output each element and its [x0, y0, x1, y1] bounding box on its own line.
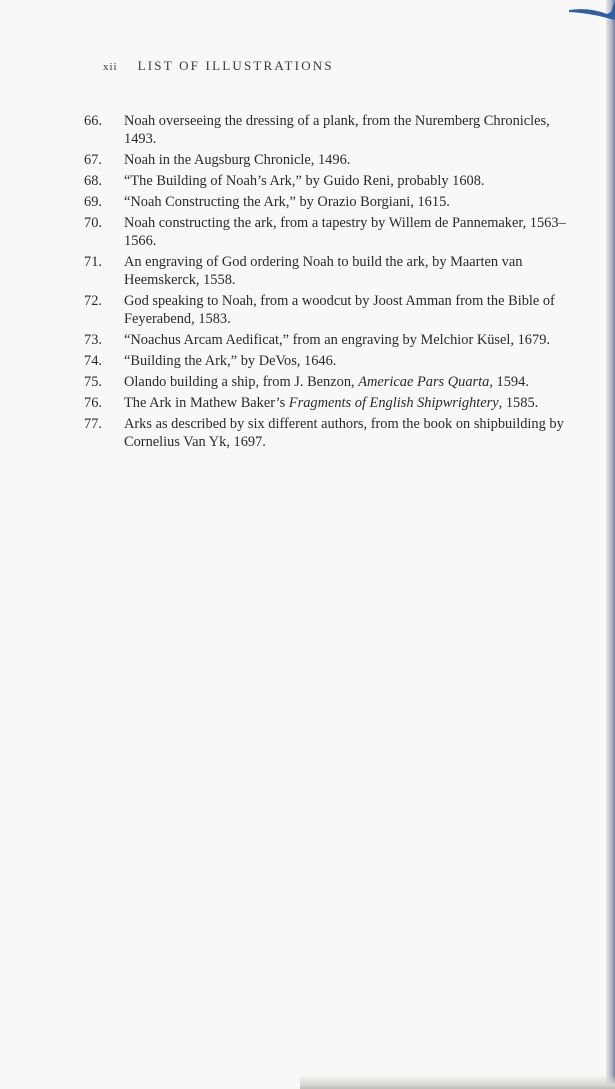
- entry-number: 72.: [84, 293, 102, 309]
- entry-text: Noah in the Augsburg Chronicle, 1496.: [124, 152, 351, 168]
- list-item: [84, 193, 584, 211]
- bookmark-ribbon: [563, 0, 615, 24]
- entry-number: 68.: [84, 173, 102, 189]
- entry-number: 73.: [84, 332, 102, 348]
- entry-text: Noah overseeing the dressing of a plank, from the Nuremberg Chronicles, 1493.: [124, 113, 550, 147]
- list-item: [84, 214, 584, 250]
- list-item: [84, 373, 584, 391]
- list-item: [84, 394, 584, 412]
- page-edge-bottom: [300, 1075, 615, 1089]
- list-item: [84, 352, 584, 370]
- entry-text: God speaking to Noah, from a woodcut by Joost Amman from the Bible of Feyerabend, 1583.: [124, 293, 555, 327]
- running-head: [103, 58, 334, 74]
- list-item: [84, 151, 584, 169]
- entry-number: 66.: [84, 113, 102, 129]
- illustration-list: [84, 112, 584, 454]
- entry-text: “The Building of Noah’s Ark,” by Guido Reni, probably 1608.: [124, 173, 485, 189]
- list-item: [84, 415, 584, 451]
- entry-text: The Ark in Mathew Baker’s Fragments of English Shipwrightery, 1585.: [124, 395, 539, 411]
- entry-number: 77.: [84, 416, 102, 432]
- list-item: [84, 292, 584, 328]
- entry-number: 74.: [84, 353, 102, 369]
- book-title: Fragments of English Shipwrightery: [288, 395, 499, 411]
- section-title: LIST OF ILLUSTRATIONS: [137, 58, 334, 73]
- list-item: [84, 172, 584, 190]
- entry-text: Arks as described by six different authors, from the book on shipbuilding by Cornelius Van Yk, 1697.: [124, 416, 564, 450]
- entry-text: “Noah Constructing the Ark,” by Orazio Borgiani, 1615.: [124, 194, 450, 210]
- page-number: xii: [103, 61, 118, 73]
- entry-number: 67.: [84, 152, 102, 168]
- page-edge-right: [606, 0, 615, 1089]
- entry-text: Olando building a ship, from J. Benzon, Americae Pars Quarta, 1594.: [124, 374, 529, 390]
- entry-text: “Building the Ark,” by DeVos, 1646.: [124, 353, 337, 369]
- entry-number: 71.: [84, 254, 102, 270]
- entry-number: 75.: [84, 374, 102, 390]
- entry-number: 69.: [84, 194, 102, 210]
- list-item: [84, 112, 584, 148]
- entry-number: 76.: [84, 395, 102, 411]
- entry-number: 70.: [84, 215, 102, 231]
- book-title: Americae Pars Quarta: [358, 374, 490, 390]
- entry-text: “Noachus Arcam Aedificat,” from an engraving by Melchior Küsel, 1679.: [124, 332, 550, 348]
- list-item: [84, 331, 584, 349]
- entry-text: Noah constructing the ark, from a tapestry by Willem de Pannemaker, 1563–1566.: [124, 215, 566, 249]
- entry-text: An engraving of God ordering Noah to build the ark, by Maarten van Heemskerck, 1558.: [124, 254, 523, 288]
- list-item: [84, 253, 584, 289]
